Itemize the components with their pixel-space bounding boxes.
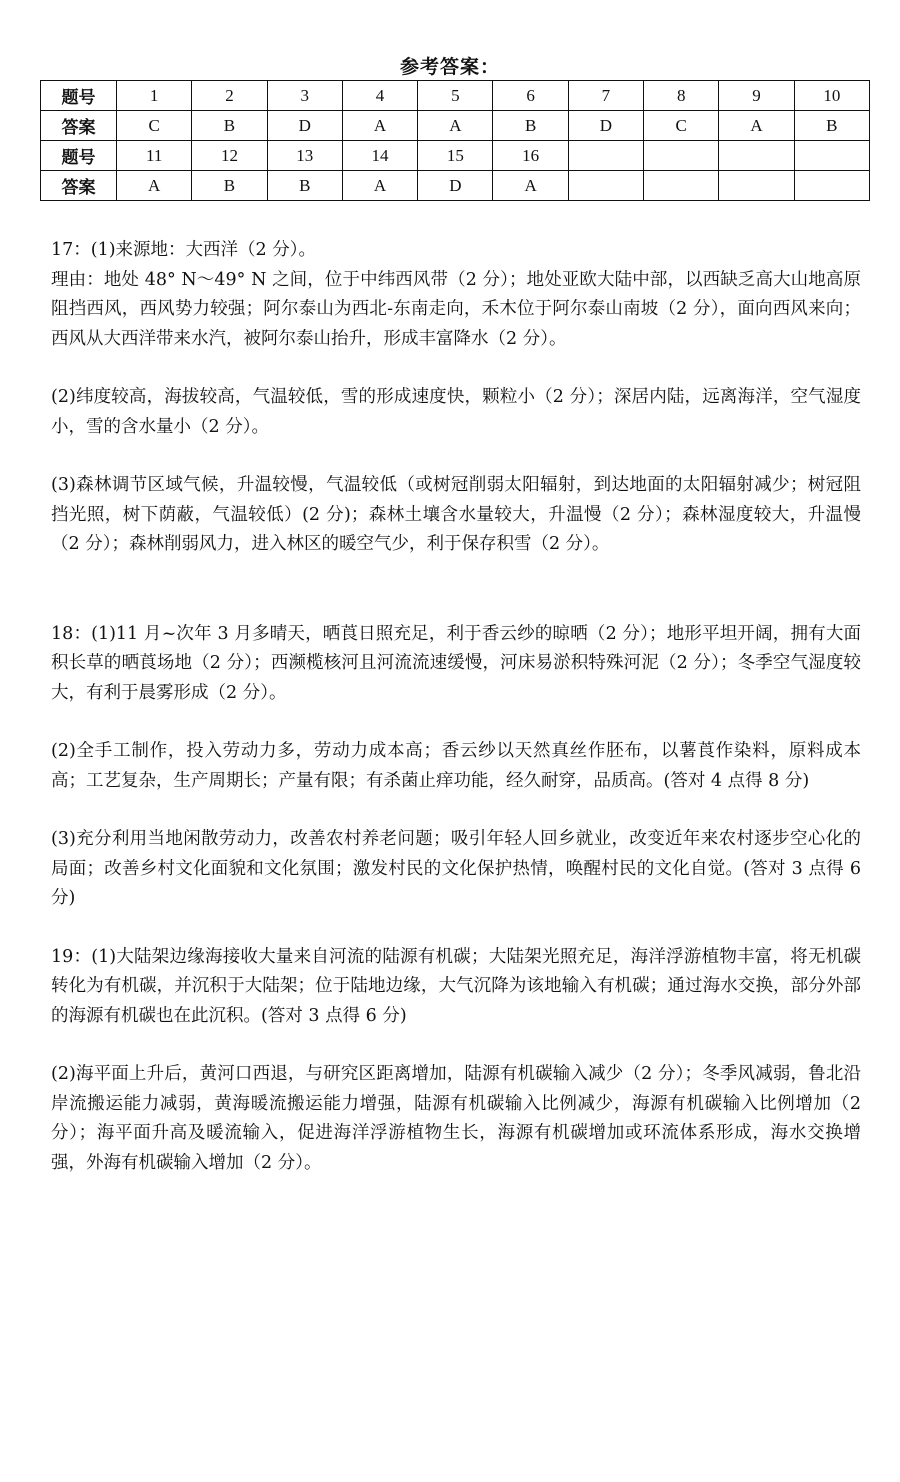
table-cell: C xyxy=(644,111,719,141)
q19-part2: (2)海平面上升后，黄河口西退，与研究区距离增加，陆源有机碳输入减少（2 分）；冬季风减弱，鲁北沿岸流搬运能力减弱，黄海暖流搬运能力增强，陆源有机碳输入比例减少，海源有机碳输入比例增加（2 分）；海平面升高及暖流输入，促进海洋浮游植物生长，海源有机碳增加或环流体系形成，海水交换增强，外海有机碳输入增加（2 分）。 xyxy=(51,1064,861,1173)
table-cell: A xyxy=(117,171,192,201)
answer-content xyxy=(51,236,861,1178)
table-cell: 15 xyxy=(418,141,493,171)
table-cell: D xyxy=(267,111,342,141)
table-cell xyxy=(644,141,719,171)
q18-part2: (2)全手工制作，投入劳动力多，劳动力成本高；香云纱以天然真丝作胚布，以薯莨作染料，原料成本高；工艺复杂，生产周期长；产量有限；有杀菌止痒功能，经久耐穿，品质高。(答对 4 点得 8 分) xyxy=(51,741,861,791)
table-cell: C xyxy=(117,111,192,141)
table-cell: 6 xyxy=(493,81,568,111)
table-cell xyxy=(568,171,643,201)
table-cell: 8 xyxy=(644,81,719,111)
table-row xyxy=(41,81,870,111)
table-cell: 14 xyxy=(342,141,417,171)
table-cell: 16 xyxy=(493,141,568,171)
table-cell: A xyxy=(418,111,493,141)
table-row xyxy=(41,171,870,201)
table-cell: A xyxy=(493,171,568,201)
q18-part1: 18：(1)11 月~次年 3 月多晴天，晒莨日照充足，利于香云纱的晾晒（2 分）；地形平坦开阔，拥有大面积长草的晒莨场地（2 分）；西濒榄核河且河流流速缓慢，河床易淤积特殊河泥（2 分）；冬季空气湿度较大，有利于晨雾形成（2 分）。 xyxy=(51,623,861,703)
table-cell: 13 xyxy=(267,141,342,171)
table-cell xyxy=(719,141,794,171)
q17-part1: 17：(1)来源地：大西洋（2 分）。 理由：地处 48° N～49° N 之间，位于中纬西风带（2 分）；地处亚欧大陆中部，以西缺乏高大山地高原阻挡西风，西风势力较强；阿尔泰山为西北-东南走向，禾木位于阿尔泰山南坡（2 分），面向西风来向；西风从大西洋带来水汽，被阿尔泰山抬升，形成丰富降水（2 分）。 xyxy=(51,240,861,349)
table-cell: A xyxy=(719,111,794,141)
table-cell: B xyxy=(493,111,568,141)
table-row-header: 答案 xyxy=(41,171,117,201)
table-cell: A xyxy=(342,171,417,201)
table-cell xyxy=(794,141,869,171)
table-cell xyxy=(794,171,869,201)
table-row-header: 答案 xyxy=(41,111,117,141)
q17-part2: (2)纬度较高，海拔较高，气温较低，雪的形成速度快，颗粒小（2 分）；深居内陆，远离海洋，空气湿度小，雪的含水量小（2 分）。 xyxy=(51,387,861,437)
table-cell xyxy=(644,171,719,201)
table-row xyxy=(41,141,870,171)
table-row-header: 题号 xyxy=(41,81,117,111)
table-cell xyxy=(719,171,794,201)
table-cell: B xyxy=(794,111,869,141)
page-title: 参考答案： xyxy=(399,56,500,78)
table-cell: D xyxy=(418,171,493,201)
q19-part1: 19：(1)大陆架边缘海接收大量来自河流的陆源有机碳；大陆架光照充足，海洋浮游植物丰富，将无机碳转化为有机碳，并沉积于大陆架；位于陆地边缘，大气沉降为该地输入有机碳；通过海水交换，部分外部的海源有机碳也在此沉积。(答对 3 点得 6 分) xyxy=(51,946,861,1026)
table-cell: D xyxy=(568,111,643,141)
table-cell: 7 xyxy=(568,81,643,111)
table-cell: 9 xyxy=(719,81,794,111)
table-cell: 2 xyxy=(192,81,267,111)
table-cell: 4 xyxy=(342,81,417,111)
table-cell: 3 xyxy=(267,81,342,111)
table-row xyxy=(41,111,870,141)
table-cell xyxy=(568,141,643,171)
table-cell: 5 xyxy=(418,81,493,111)
table-cell: A xyxy=(342,111,417,141)
answer-table xyxy=(40,80,870,201)
table-cell: B xyxy=(267,171,342,201)
table-cell: 1 xyxy=(117,81,192,111)
q18-part3: (3)充分利用当地闲散劳动力，改善农村养老问题；吸引年轻人回乡就业，改变近年来农村逐步空心化的局面；改善乡村文化面貌和文化氛围；激发村民的文化保护热情，唤醒村民的文化自觉。(答对 3 点得 6 分) xyxy=(51,829,861,908)
table-cell: B xyxy=(192,111,267,141)
table-cell: 11 xyxy=(117,141,192,171)
table-row-header: 题号 xyxy=(41,141,117,171)
table-cell: B xyxy=(192,171,267,201)
table-cell: 10 xyxy=(794,81,869,111)
q17-part3: (3)森林调节区域气候，升温较慢，气温较低（或树冠削弱太阳辐射，到达地面的太阳辐射减少；树冠阻挡光照，树下荫蔽，气温较低）(2 分)；森林土壤含水量较大，升温慢（2 分）；森林湿度较大，升温慢（2 分）；森林削弱风力，进入林区的暖空气少，利于保存积雪（2 分）。 xyxy=(51,475,861,554)
table-cell: 12 xyxy=(192,141,267,171)
